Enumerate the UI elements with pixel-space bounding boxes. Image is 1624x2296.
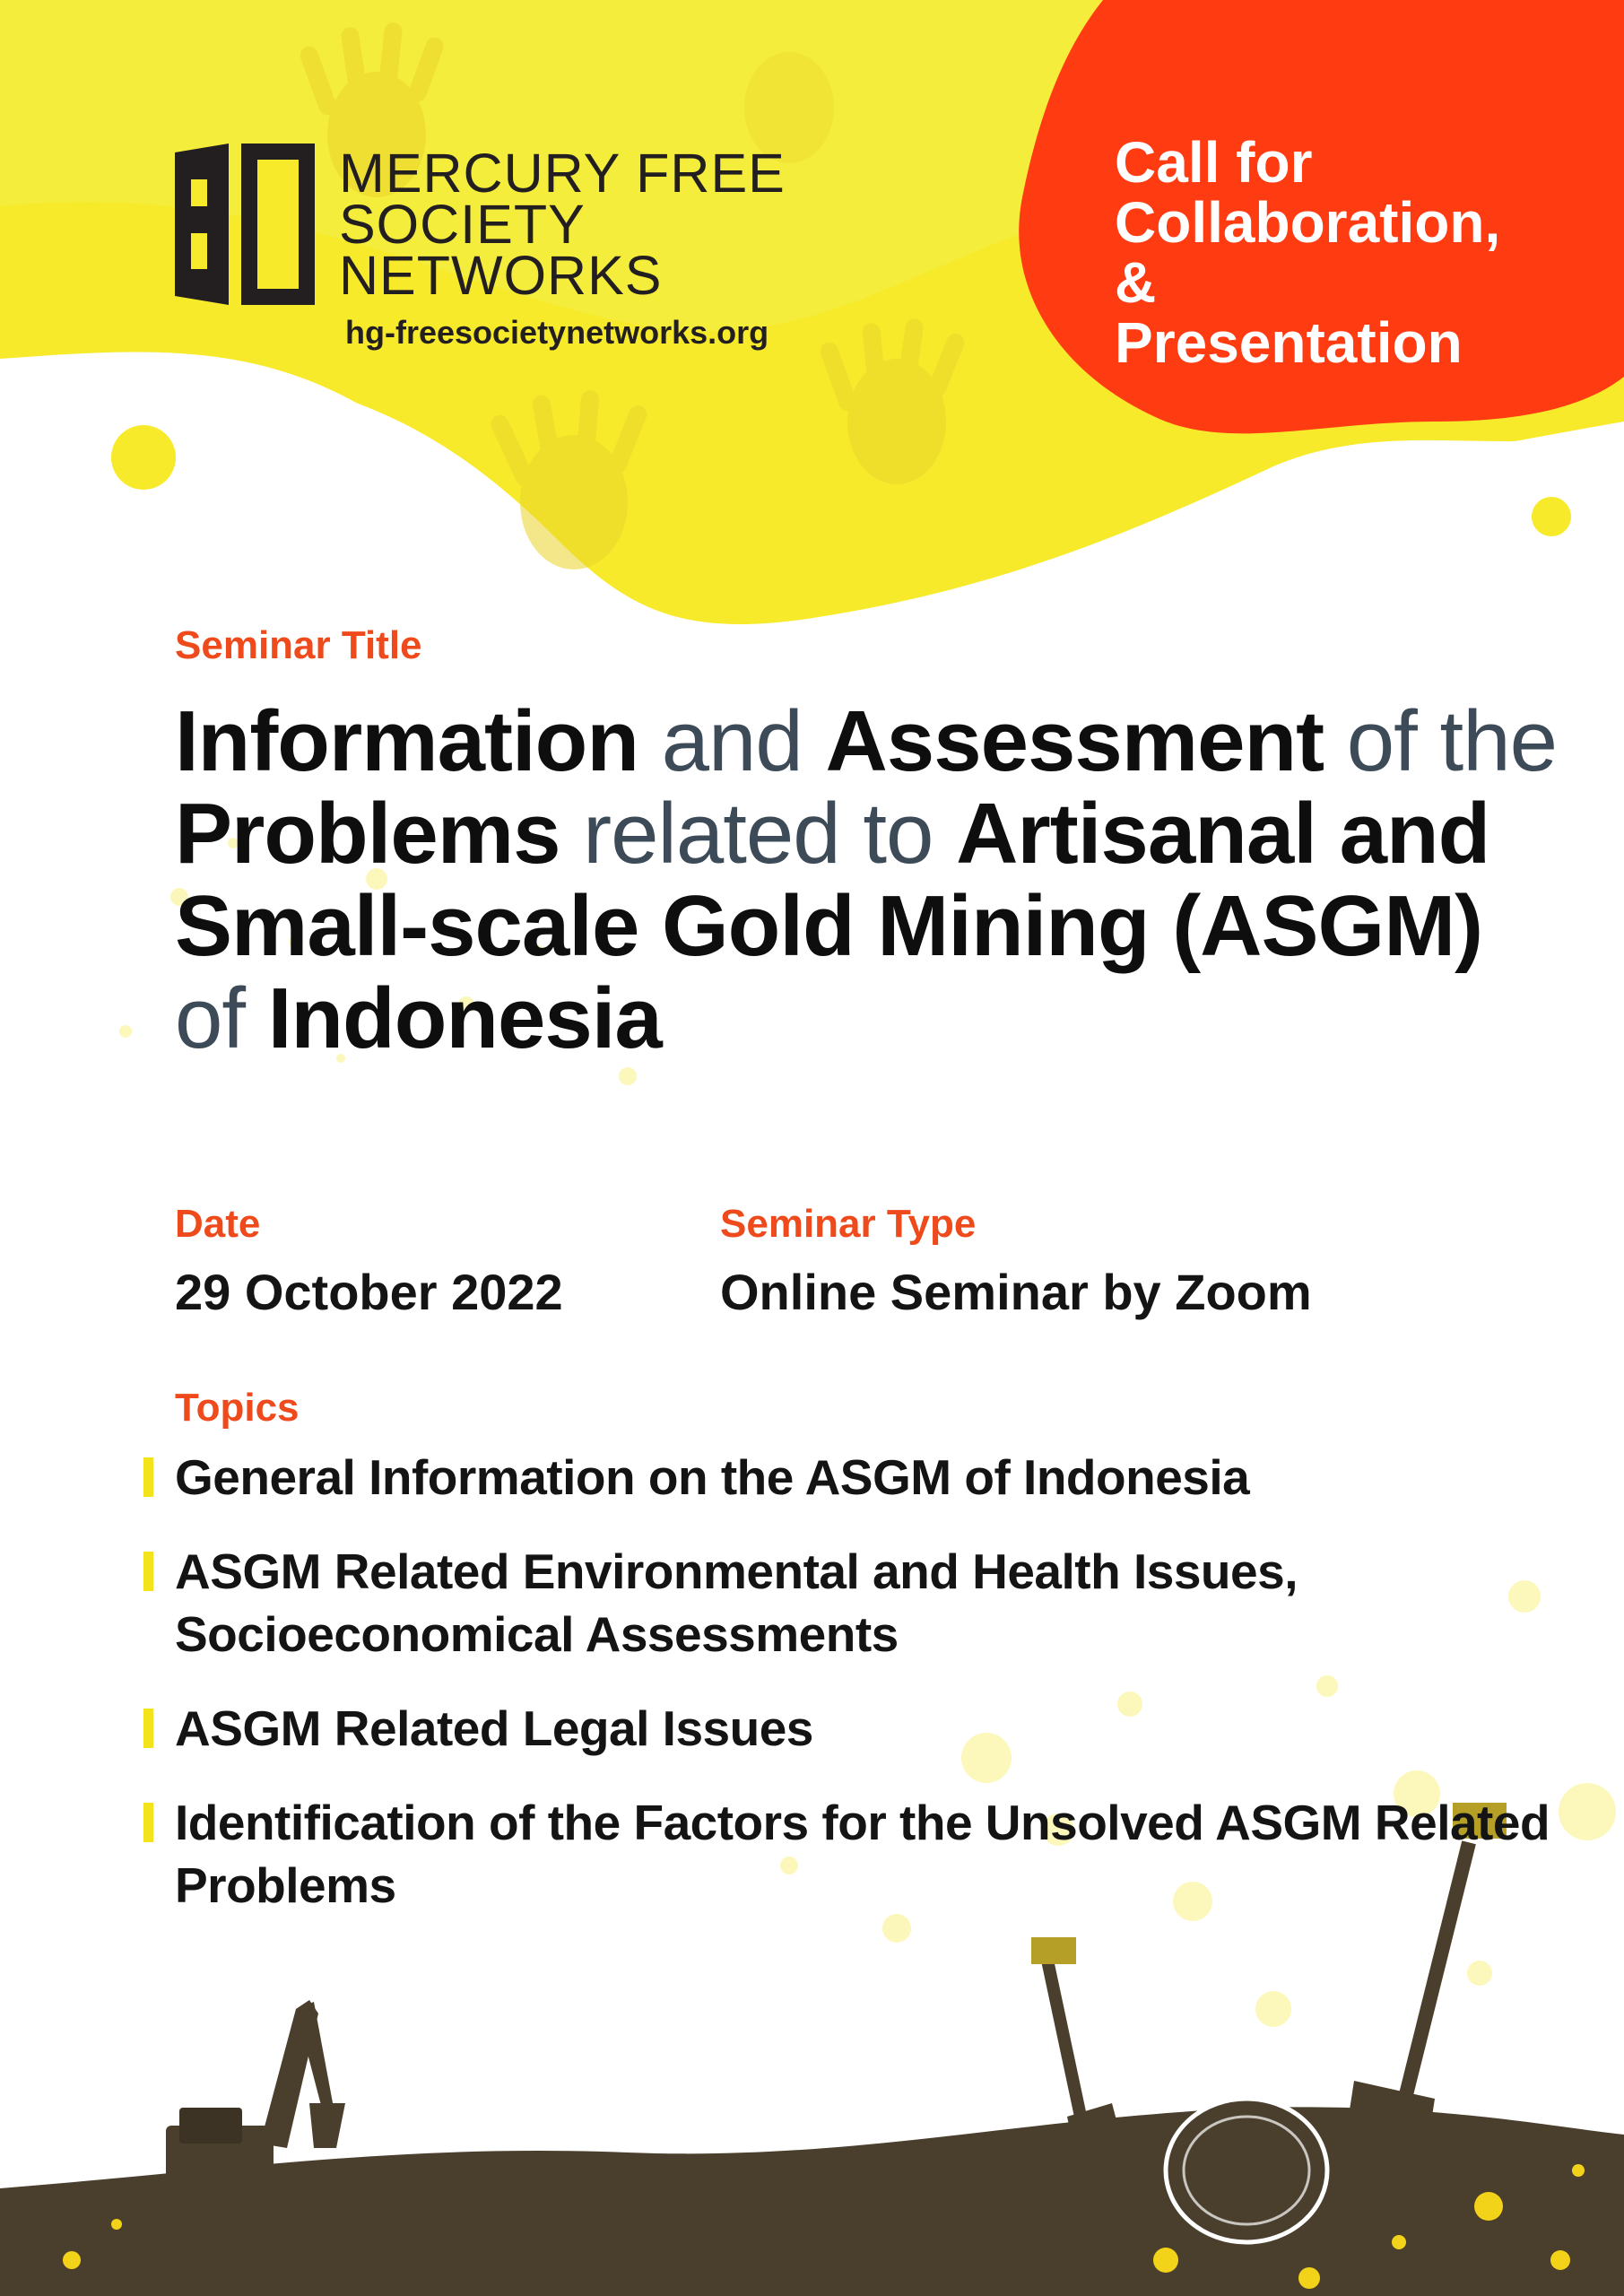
topic-bullet (143, 1457, 153, 1497)
yellow-dot (111, 425, 176, 490)
title-part: of the (1346, 693, 1557, 789)
org-name-line: SOCIETY (339, 194, 586, 255)
topic-bullet (143, 1552, 153, 1591)
topics-list (143, 1446, 1578, 1948)
cta-line: Collaboration, (1115, 190, 1501, 255)
title-part: Assessment (825, 693, 1347, 789)
topic-bullet (143, 1803, 153, 1842)
cta-line: & (1115, 250, 1157, 315)
topic-bullet (143, 1709, 153, 1748)
yellow-dot (1532, 497, 1571, 536)
seminar-date: 29 October 2022 (175, 1264, 563, 1320)
title-part: and (661, 693, 826, 789)
title-part: related to (583, 786, 957, 882)
window-icon (175, 144, 315, 305)
title-part: Problems (175, 786, 584, 882)
title-part: of (175, 970, 268, 1066)
seminar-type-label: Seminar Type (720, 1202, 977, 1246)
topic-item (143, 1697, 1578, 1760)
topic-item (143, 1791, 1578, 1917)
topic-text: Identification of the Factors for the Unsolved ASGM Related Problems (175, 1795, 1550, 1913)
call-to-action (1115, 130, 1617, 375)
topic-text: ASGM Related Legal Issues (175, 1700, 813, 1756)
seminar-title-label: Seminar Title (175, 623, 422, 667)
seminar-title (175, 695, 1574, 1065)
title-part: Indonesia (267, 970, 662, 1066)
topic-item (143, 1446, 1578, 1509)
title-part: Information (175, 693, 662, 789)
cta-line: Call for (1115, 130, 1313, 195)
topic-text: ASGM Related Environmental and Health Issues, Socioeconomical Assessments (175, 1544, 1298, 1662)
org-name-line: MERCURY FREE (339, 143, 786, 204)
cta-line: Presentation (1115, 310, 1463, 375)
seminar-type: Online Seminar by Zoom (720, 1264, 1312, 1320)
topic-text: General Information on the ASGM of Indonesia (175, 1449, 1250, 1505)
topic-item (143, 1540, 1578, 1665)
date-label: Date (175, 1202, 261, 1246)
org-name (339, 143, 805, 306)
website-link[interactable]: hg-freesocietynetworks.org (345, 314, 769, 351)
topics-label: Topics (175, 1386, 300, 1430)
org-name-line: NETWORKS (339, 245, 663, 306)
title-part: Artisanal and Small-scale Gold Mining (ASGM) (175, 786, 1490, 974)
gold-pan-icon (1166, 2099, 1327, 2242)
